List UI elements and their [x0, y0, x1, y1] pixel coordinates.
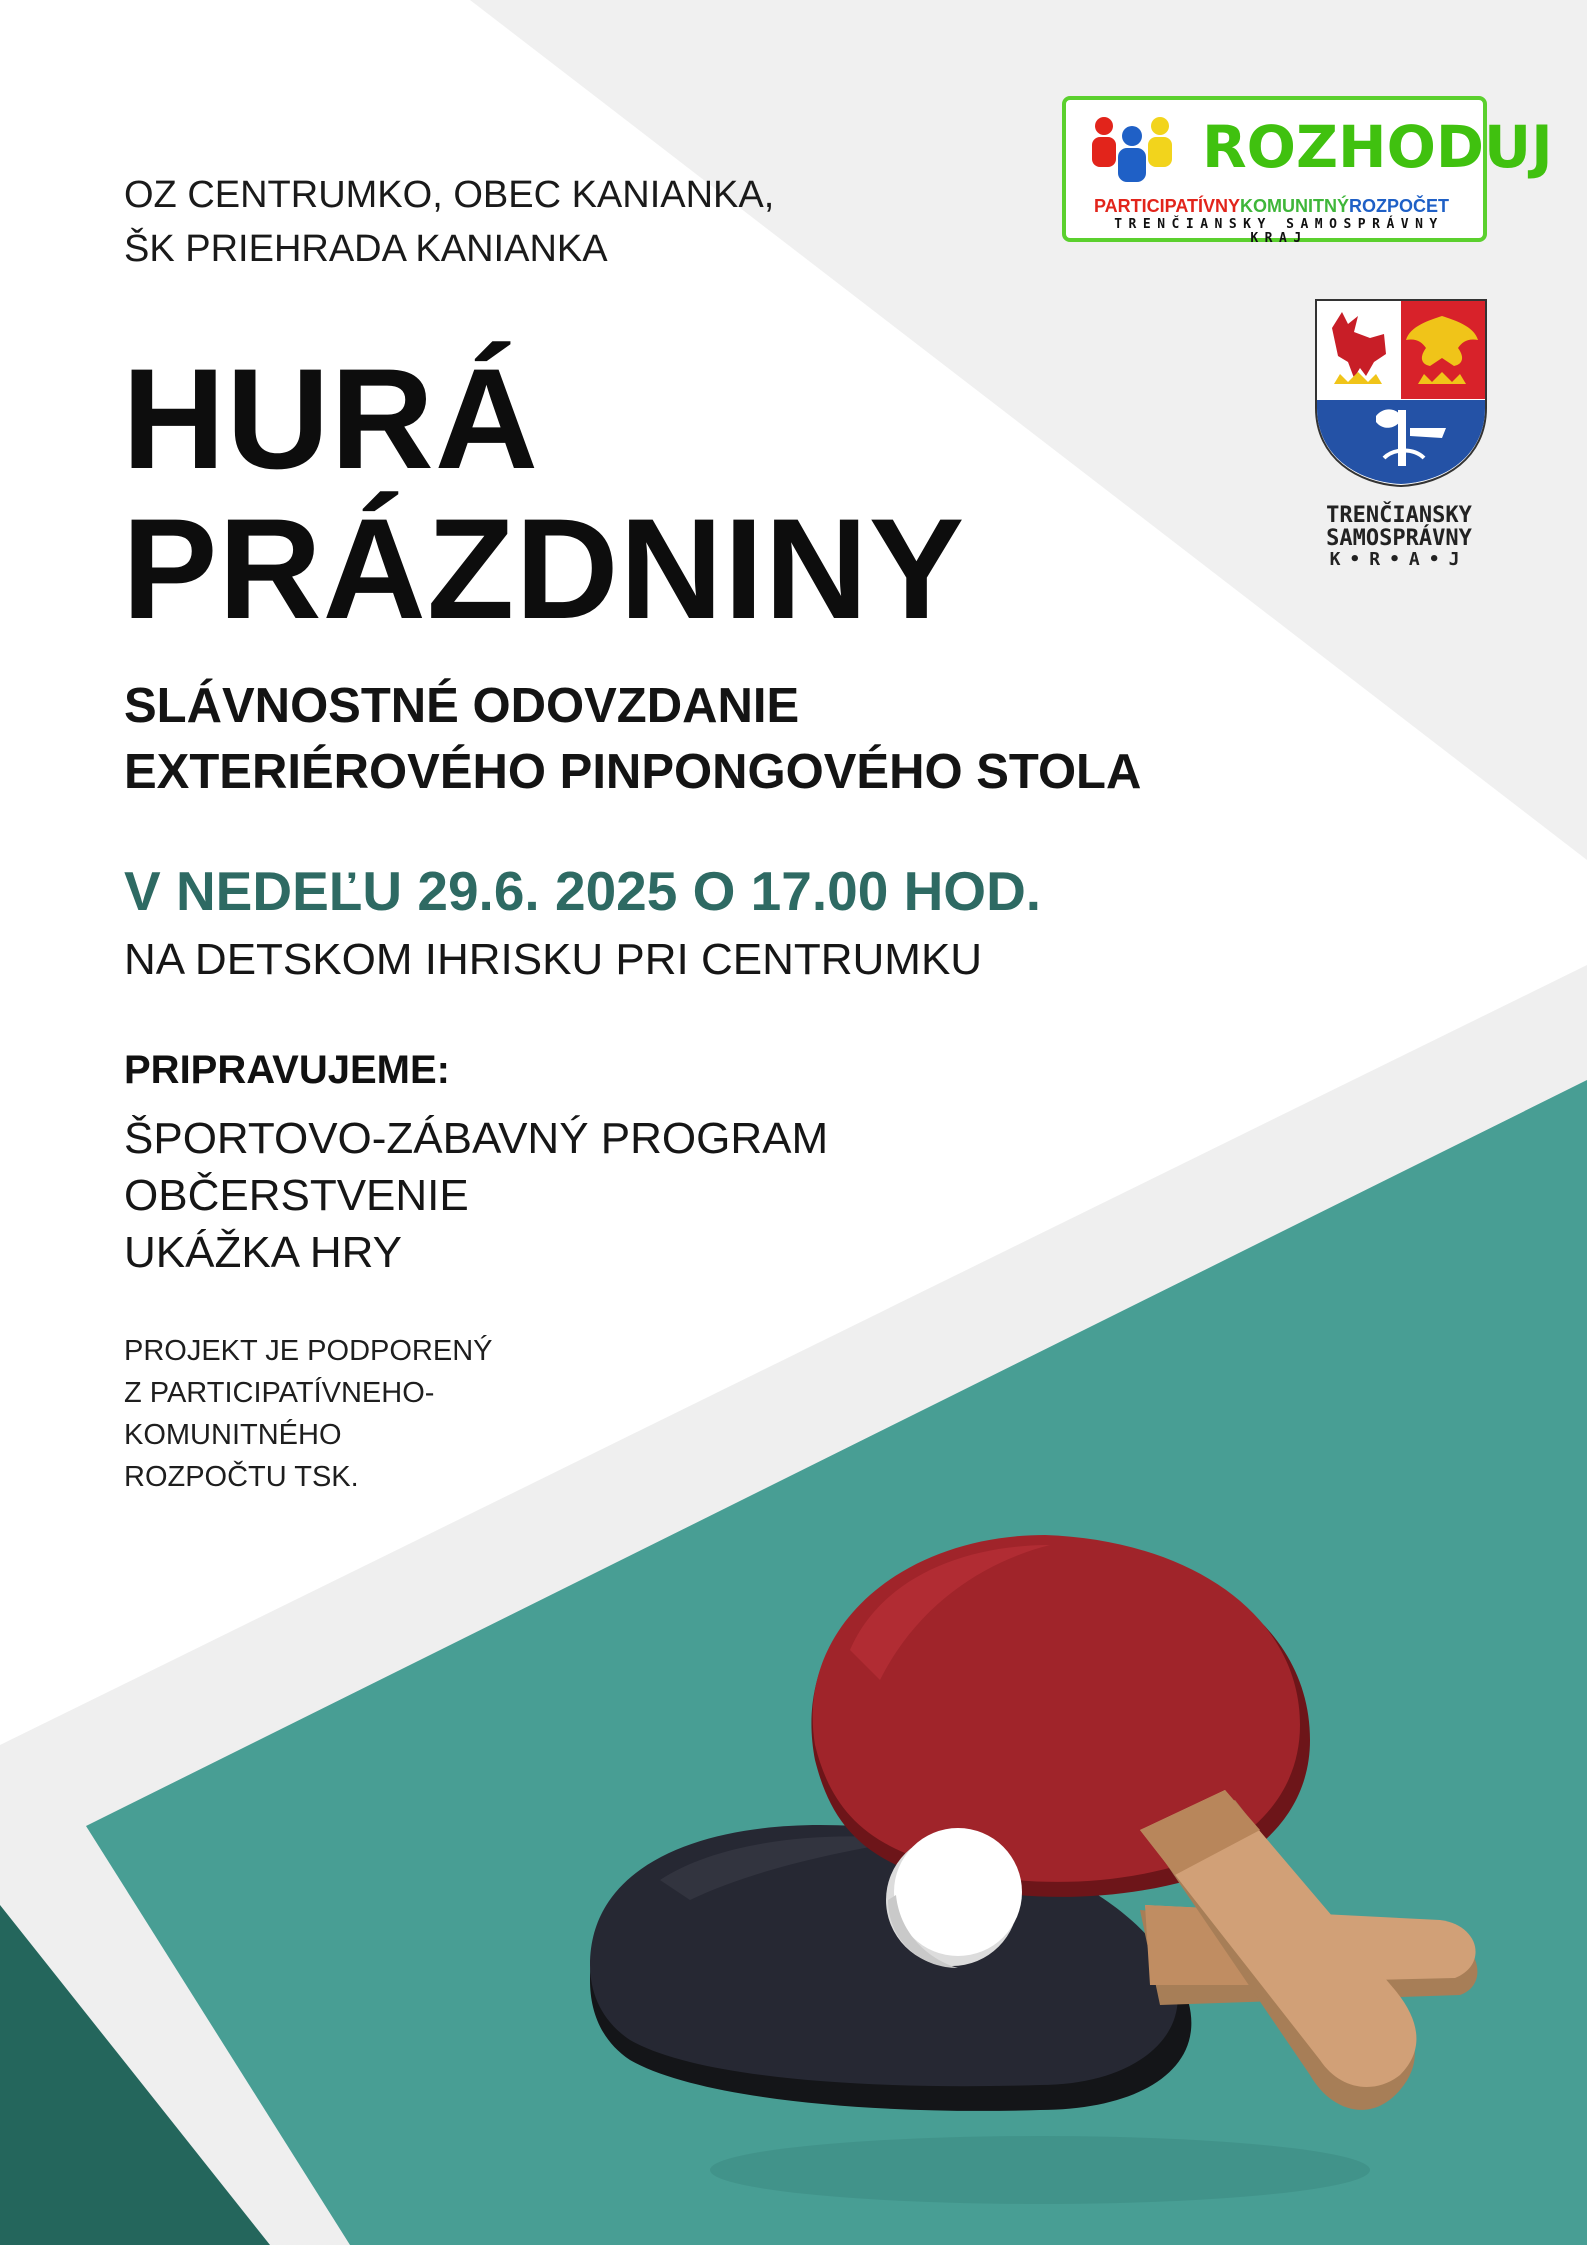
rozhoduj-region: TRENČIANSKY SAMOSPRÁVNY KRAJ [1114, 217, 1444, 246]
program-item: OBČERSTVENIE [124, 1171, 469, 1220]
event-place: NA DETSKOM IHRISKU PRI CENTRUMKU [124, 935, 983, 984]
tagline-part-3: ROZPOČET [1349, 196, 1450, 216]
program-item: ŠPORTOVO-ZÁBAVNÝ PROGRAM [124, 1114, 829, 1163]
tsk-logo-text [1306, 504, 1492, 570]
rozhoduj-wordmark: ROZHODUJ [1202, 113, 1553, 181]
tsk-line-1: TRENČIANSKY [1326, 503, 1472, 528]
organizers-line-1: OZ CENTRUMKO, OBEC KANIANKA, [124, 174, 775, 216]
support-line: PROJEKT JE PODPORENÝ [124, 1335, 493, 1367]
organizers-line-2: ŠK PRIEHRADA KANIANKA [124, 228, 608, 270]
subtitle [124, 673, 1141, 805]
subtitle-line-1: SLÁVNOSTNÉ ODOVZDANIE [124, 679, 800, 733]
people-icon [1088, 114, 1178, 182]
support-line: ROZPOČTU TSK. [124, 1461, 359, 1493]
tsk-line-2: SAMOSPRÁVNY [1326, 526, 1472, 551]
support-line: Z PARTICIPATÍVNEHO- [124, 1377, 435, 1409]
support-line: KOMUNITNÉHO [124, 1419, 342, 1451]
title-line-2: PRÁZDNINY [122, 490, 966, 649]
program-heading: PRIPRAVUJEME: [124, 1048, 450, 1092]
organizers [124, 168, 774, 276]
title-line-1: HURÁ [122, 340, 540, 499]
tagline-part-1: PARTICIPATÍVNY [1094, 196, 1241, 216]
tsk-crest-icon [1314, 298, 1488, 488]
tagline-part-2: KOMUNITNÝ [1240, 196, 1350, 216]
page-title [122, 340, 966, 649]
subtitle-line-2: EXTERIÉROVÉHO PINPONGOVÉHO STOLA [124, 745, 1142, 799]
support-note [124, 1330, 493, 1498]
tsk-line-3: K•R•A•J [1329, 549, 1469, 570]
rozhoduj-tagline [1094, 196, 1449, 216]
rozhoduj-logo [1062, 96, 1553, 246]
program-item: UKÁŽKA HRY [124, 1228, 402, 1277]
program-list [124, 1110, 828, 1281]
event-date: V NEDEĽU 29.6. 2025 O 17.00 HOD. [124, 860, 1042, 922]
